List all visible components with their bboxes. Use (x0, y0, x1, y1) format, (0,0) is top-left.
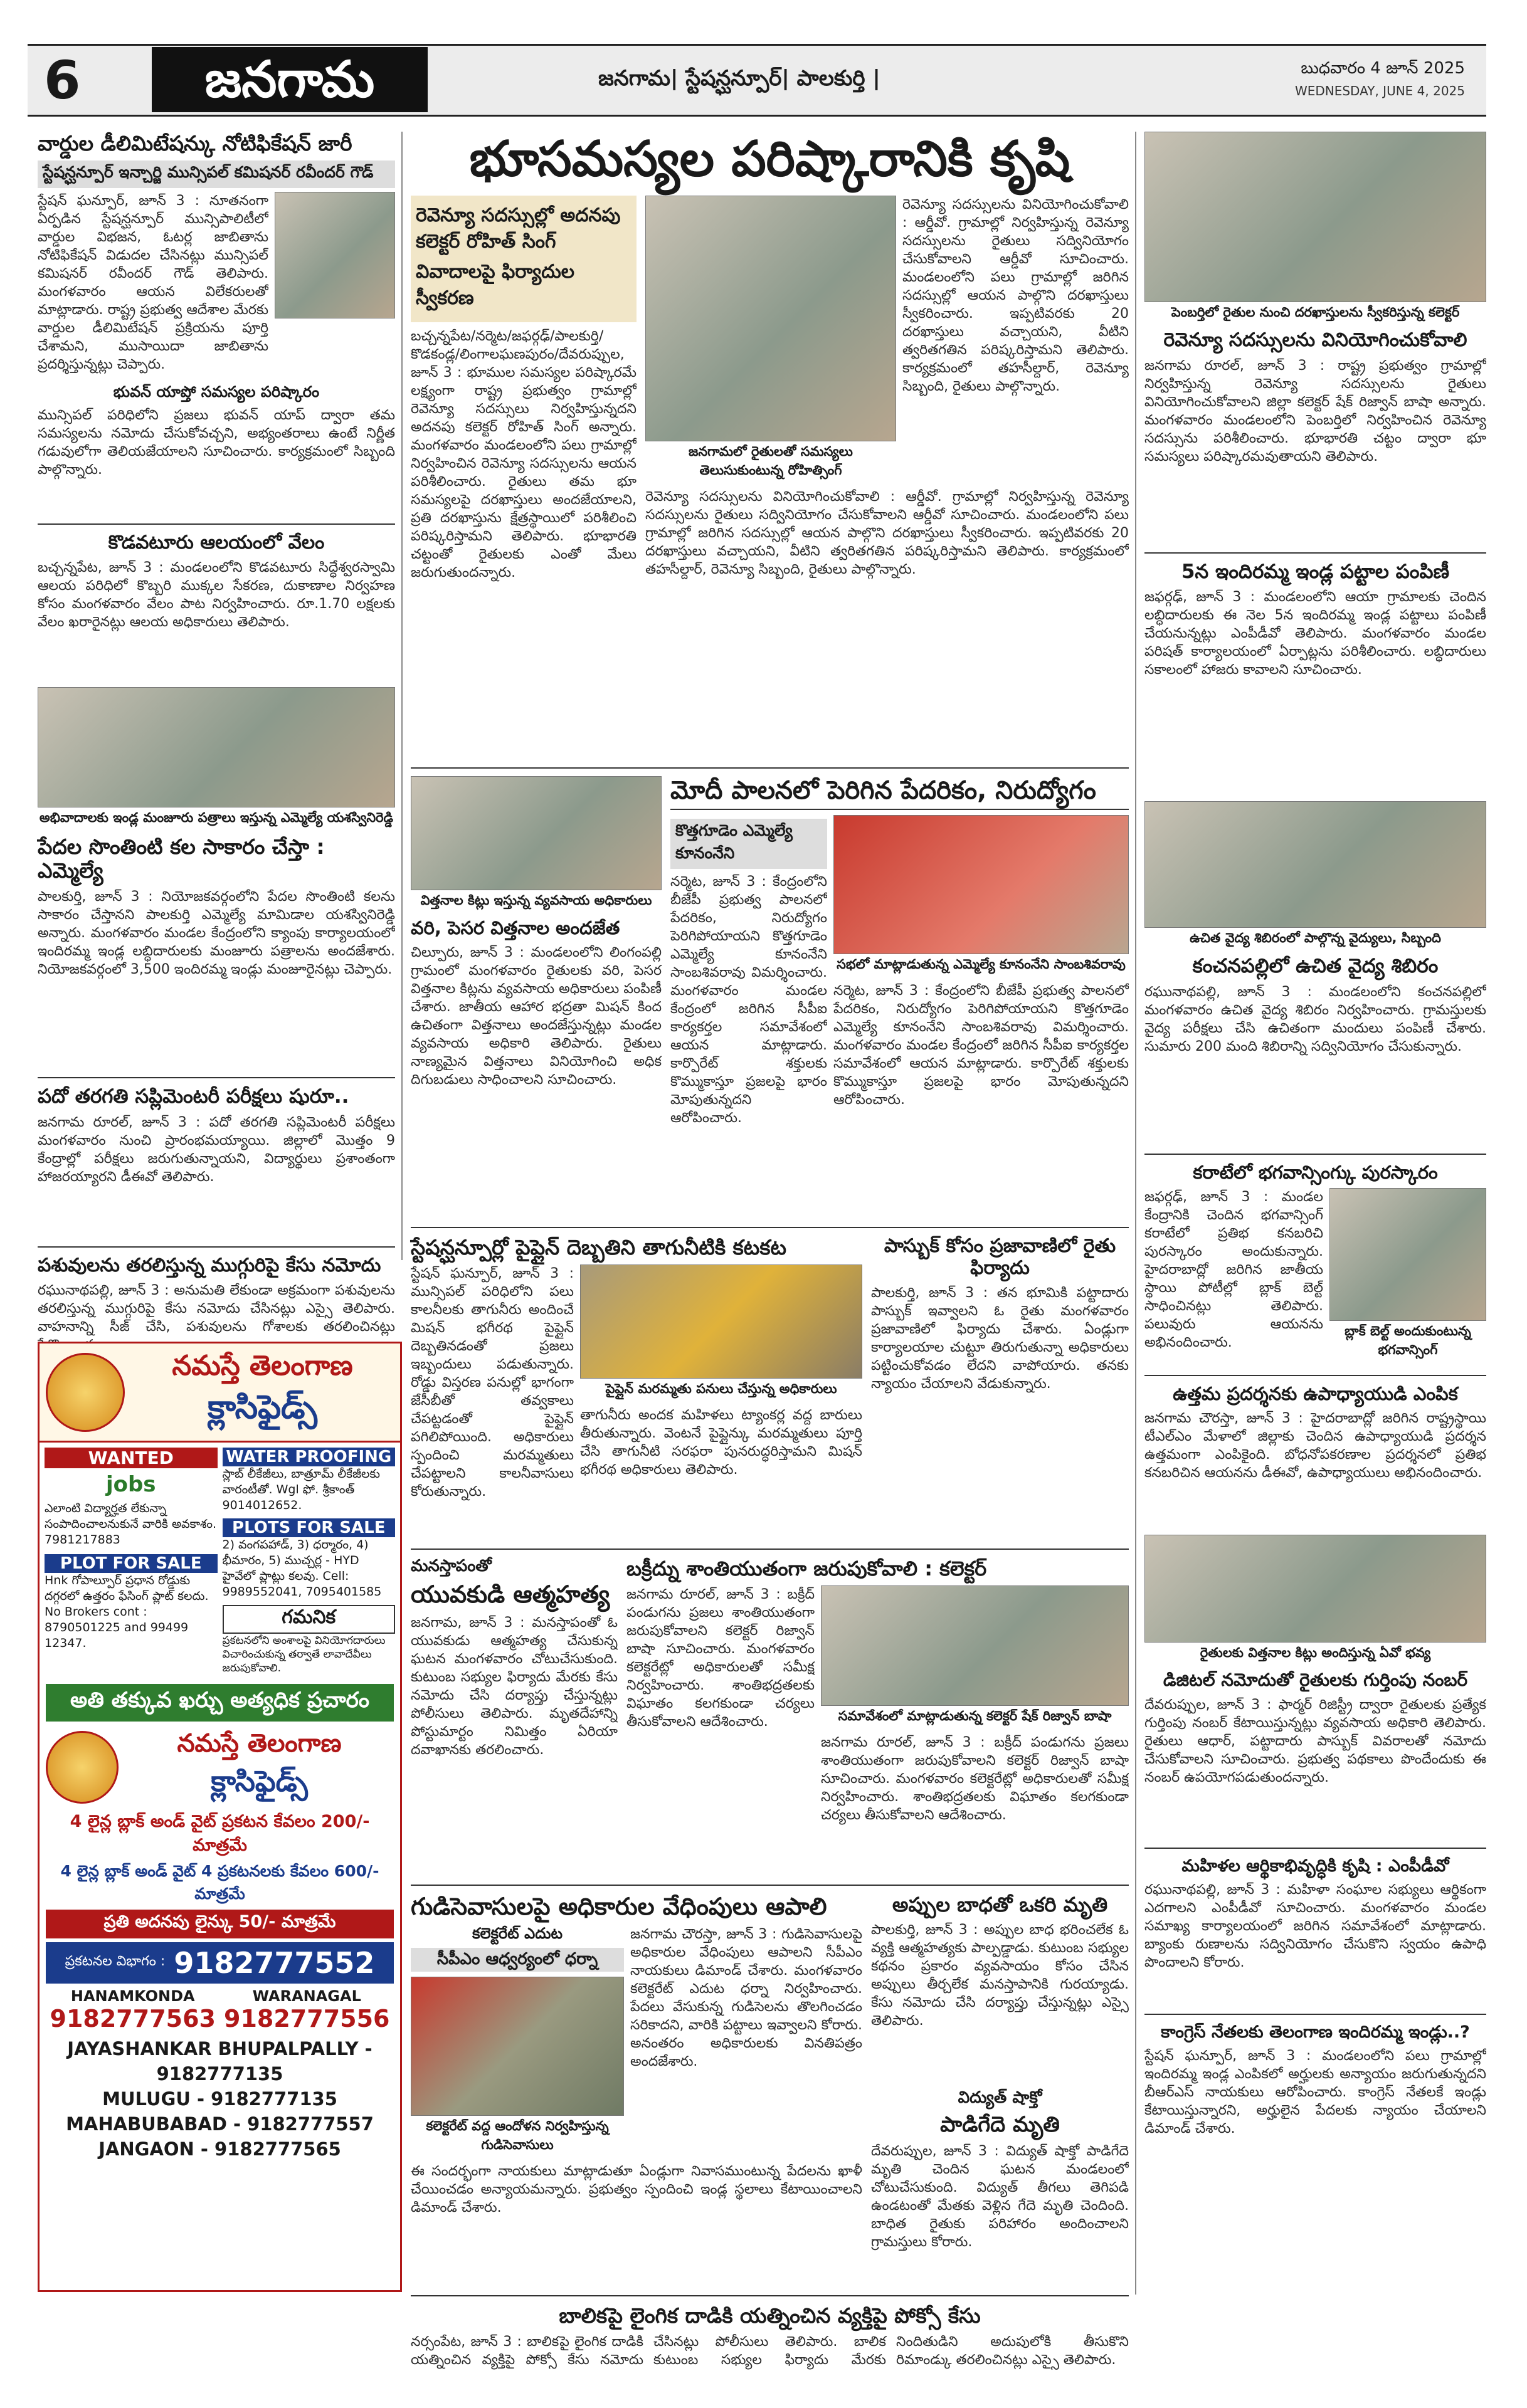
subhead: స్టేషన్ఘన్పూర్ ఇన్చార్జి మున్సిపల్ కమిషనర్ రవీందర్ గౌడ్ (38, 160, 395, 188)
wanted-head: WANTED (45, 1448, 218, 1468)
ad-title: క్లాసిఫైడ్స్ (211, 1764, 308, 1798)
kicker: విద్యుత్ షాక్తో (958, 2088, 1042, 2108)
district-phone: JAYASHANKAR BHUPALPALLY - 9182777135 (67, 2038, 373, 2085)
contact-phone: 9182777552 (174, 1946, 375, 1980)
headline: డిజిటల్ నమోదుతో రైతులకు గుర్తింపు నంబర్ (1163, 1669, 1468, 1691)
plots-text: 2) వంగపహాడ్, 3) ధర్మారం, 4) భీమారం, 5) ముచ్చర్ల - HYD హైవేలో ప్లాట్లు కలవు. Cell: 9989552041, 7095401585 (222, 1538, 382, 1599)
photo-caption: జనగామలో రైతులతో సమస్యలు తెలుసుకుంటున్న రోహిత్సింగ్ (689, 443, 853, 478)
article-body: జనగామ రూరల్, జూన్ 3 : బక్రీద్ పండుగను ప్రజలు శాంతియుతంగా జరుపుకోవాలని కలెక్టర్ రిజ్వాన్ బాషా సూచించారు. మంగళవారం కలెక్టరేట్లో అధికారులతో సమీక్ష నిర్వహించారు. శాంతిభద్రతలకు విఘాతం కలగకుండా చర్యలు తీసుకోవాలని ఆదేశించారు. (821, 1734, 1129, 1823)
news-photo (38, 687, 395, 807)
headline: వరి, పెసర విత్తనాల అందజేత (411, 917, 620, 938)
city-label: HANAMKONDA (70, 1987, 195, 2005)
article-body: జనగామ రూరల్, జూన్ 3 : పదో తరగతి సప్లిమెంటరీ పరీక్షలు మంగళవారం నుంచి ప్రారంభమయ్యాయి. జిల్లాలో మొత్తం 9 కేంద్రాల్లో పరీక్షలు జరుగుతున్నాయని, విద్యార్థులు ప్రశాంతంగా హాజరయ్యారని డీఈవో తెలిపారు. (38, 1114, 395, 1185)
headline: యువకుడి ఆత్మహత్య (411, 1580, 610, 1608)
headline: వార్డుల డీలిమిటేషన్కు నోటిఫికేషన్ జారీ (38, 131, 352, 155)
article-body: స్టేషన్ ఘన్పూర్, జూన్ 3 : నూతనంగా ఏర్పడిన స్టేషన్ఘన్పూర్ మున్సిపాలిటీలో వార్డుల విభజన, ఓటర్ల జాబితాను నోటిఫికేషన్ విడుదల చేసినట్లు మున్సిపల్ కమిషనర్ రవీందర్ గౌడ్ తెలిపారు. మంగళవారం ఆయన విలేకరులతో మాట్లాడారు. రాష్ట్ర ప్రభుత్వ ఆదేశాల మేరకు వార్డుల డీలిమిటేషన్ ప్రక్రియను పూర్తి చేశామని, ముసాయిదా జాబితాను ప్రదర్శిస్తున్నట్లు చెప్పారు. (38, 192, 268, 372)
left-column (38, 132, 395, 1407)
article-body: దేవరుప్పుల, జూన్ 3 : విద్యుత్ షాక్తో పాడిగేదె మృతి చెందిన ఘటన మండలంలో చోటుచేసుకుంది. విద్యుత్ తీగలు తెగిపడి ఉండటంతో మేతకు వెళ్లిన గేదె మృతి చెందింది. బాధిత రైతుకు పరిహారం అందించాలని గ్రామస్తులు కోరారు. (871, 2143, 1129, 2251)
promo-banner: అతి తక్కువ ఖర్చు అత్యధిక ప్రచారం (46, 1684, 394, 1722)
headline: బాలికపై లైంగిక దాడికి యత్నించిన వ్యక్తిపై పోక్సో కేసు (559, 2303, 981, 2328)
article-body: జఫర్గఢ్, జూన్ 3 : మండలంలోని ఆయా గ్రామాలకు చెందిన లబ్ధిదారులకు ఈ నెల 5న ఇందిరమ్మ ఇండ్ల పట్టాలు పంపిణీ చేయనున్నట్లు ఎంపీడీవో తెలిపారు. మంగళవారం మండల పరిషత్ కార్యాలయంలో ఏర్పాట్లను పరిశీలించారు. లబ్ధిదారులు సకాలంలో హాజరు కావాలని సూచించారు. (1144, 589, 1486, 678)
headline: స్టేషన్ఘన్పూర్లో పైప్లైన్ దెబ్బతిని తాగునీటికి కటకట (411, 1235, 786, 1260)
article-body: రెవెన్యూ సదస్సులను వినియోగించుకోవాలి : ఆర్డీవో. గ్రామాల్లో నిర్వహిస్తున్న రెవెన్యూ సదస్సులను రైతులు సద్వినియోగం చేసుకోవాలని ఆర్డీవో సూచించారు. మండలంలోని పలు గ్రామాల్లో జరిగిన సదస్సుల్లో ఆయన పాల్గొని దరఖాస్తులు స్వీకరించారు. ఇప్పటివరకు 20 దరఖాస్తులు వచ్చాయని, వీటిని త్వరితగతిన పరిష్కరిస్తామని తెలిపారు. కార్యక్రమంలో తహసీల్దార్, రెవెన్యూ సిబ్బంది, రైతులు పాల్గొన్నారు. (645, 488, 1129, 577)
ad-brand: నమస్తే తెలంగాణ (172, 1350, 353, 1382)
photo-caption: ఉచిత వైద్య శిబిరంలో పాల్గొన్న వైద్యులు, సిబ్బంది (1190, 930, 1441, 946)
masthead-date (1295, 57, 1465, 102)
headline: కాంగ్రెస్ నేతలకు తెలంగాణ ఇందిరమ్మ ఇండ్లు..? (1161, 2022, 1470, 2042)
headline: పదో తరగతి సప్లిమెంటరీ పరీక్షలు షురూ.. (38, 1085, 349, 1108)
jobs-logo: jobs (105, 1472, 156, 1497)
article-body: బచ్చన్నపేట/నర్మెట/జఫర్గఢ్/పాలకుర్తి/కొడకండ్ల/లింగాలఘణపురం/దేవరుప్పుల, జూన్ 3 : భూముల సమస్యల పరిష్కారమే లక్ష్యంగా రాష్ట్ర ప్రభుత్వం గ్రామాల్లో రెవెన్యూ సదస్సులు నిర్వహిస్తున్నదని అదనపు కలెక్టర్ రోహిత్ సింగ్ అన్నారు. మంగళవారం మండలంలోని పలు గ్రామాల్లో నిర్వహించిన రెవెన్యూ సదస్సులను ఆయన పరిశీలించారు. రైతులు తమ భూ సమస్యలపై దరఖాస్తులు అందజేయాలని, ప్రతి దరఖాస్తును క్షేత్రస్థాయిలో పరిశీలించి పరిష్కరిస్తామని తెలిపారు. భూభారతి చట్టంతో రైతులకు ఎంతో మేలు జరుగుతుందన్నారు. (411, 328, 637, 581)
article-body: స్టేషన్ ఘన్పూర్, జూన్ 3 : మండలంలోని పలు గ్రామాల్లో ఇందిరమ్మ ఇండ్ల ఎంపికలో అర్హులకు అన్యాయం జరుగుతున్నదని బీఆర్ఎస్ నాయకులు ఆరోపించారు. కాంగ్రెస్ నేతలకే ఇండ్లు కేటాయిస్తున్నారని, అర్హులైన పేదలకు న్యాయం చేయాలని డిమాండ్ చేశారు. (1144, 2048, 1486, 2137)
headline: రెవెన్యూ సదస్సులను వినియోగించుకోవాలి (1163, 329, 1467, 351)
page-number: 6 (44, 50, 81, 111)
article-body: జఫర్గఢ్, జూన్ 3 : మండల కేంద్రానికి చెందిన భగవాన్సింగ్ కరాటేలో ప్రతిభ కనబరిచి పురస్కారం అందుకున్నారు. హైదరాబాద్లో జరిగిన జాతీయ స్థాయి పోటీల్లో బ్లాక్ బెల్ట్ సాధించినట్లు తెలిపారు. పలువురు ఆయనను అభినందించారు. (1144, 1189, 1323, 1351)
article-body: జనగామ రూరల్, జూన్ 3 : రాష్ట్ర ప్రభుత్వం గ్రామాల్లో నిర్వహిస్తున్న రెవెన్యూ సదస్సులను రైతులు వినియోగించుకోవాలని జిల్లా కలెక్టర్ షేక్ రిజ్వాన్ బాషా అన్నారు. మంగళవారం మండలంలోని పెంబర్తిలో నిర్వహించిన రెవెన్యూ సదస్సును పరిశీలించారు. భూభారతి చట్టం ద్వారా భూ సమస్యలు పరిష్కారమవుతాయని తెలిపారు. (1144, 357, 1486, 465)
city-label: WARANAGAL (252, 1987, 361, 2005)
photo-caption: కలెక్టరేట్ వద్ద ఆందోళన నిర్వహిస్తున్న గుడిసెవాసులు (426, 2118, 609, 2152)
date-telugu: బుధవారం 4 జూన్ 2025 (1301, 59, 1465, 78)
water-head: WATER PROOFING (223, 1448, 396, 1466)
city-phone: 9182777556 (224, 2005, 390, 2032)
photo-caption: రైతులకు విత్తనాల కిట్లు అందిస్తున్న ఏవో భవ్య (1200, 1645, 1431, 1661)
news-photo (1144, 1535, 1486, 1643)
offer-line: 4 లైన్ల బ్లాక్ అండ్ వైట్ ప్రకటన కేవలం 200/- మాత్రమే (70, 1812, 370, 1855)
offer-line: 4 లైన్ల బ్లాక్ అండ్ వైట్ 4 ప్రకటనలకు కేవలం 600/- మాత్రమే (60, 1862, 379, 1903)
article-body: జనగామ, జూన్ 3 : మనస్తాపంతో ఓ యువకుడు ఆత్మహత్య చేసుకున్న ఘటన మంగళవారం చోటుచేసుకుంది. కుటుంబ సభ్యుల ఫిర్యాదు మేరకు కేసు నమోదు చేసి దర్యాప్తు చేస్తున్నట్లు పోలీసులు తెలిపారు. మృతదేహాన్ని పోస్టుమార్టం నిమిత్తం ఏరియా దవాఖానకు తరలించారు. (411, 1614, 618, 1758)
headline: బక్రీద్ను శాంతియుతంగా జరుపుకోవాలి : కలెక్టర్ (626, 1557, 987, 1581)
headline: పశువులను తరలిస్తున్న ముగ్గురిపై కేసు నమోదు (38, 1254, 381, 1276)
headline: కరాటేలో భగవాన్సింగ్కు పురస్కారం (1193, 1161, 1438, 1183)
article-body: రఘునాథపల్లి, జూన్ 3 : మహిళా సంఘాల సభ్యులు ఆర్థికంగా ఎదగాలని ఎంపీడీవో సూచించారు. మంగళవారం మండల సమాఖ్య కార్యాలయంలో జరిగిన సమావేశంలో మాట్లాడారు. బ్యాంకు రుణాలను సద్వినియోగం చేసుకొని స్వయం ఉపాధి పొందాలని కోరారు. (1144, 1881, 1486, 1970)
city-phone: 9182777563 (50, 2005, 216, 2032)
logo-emblem (46, 1353, 125, 1432)
kicker: భువన్ యాప్తో సమస్యల పరిష్కారం (113, 382, 320, 401)
news-photo (580, 1264, 862, 1379)
article-body: రఘునాథపల్లి, జూన్ 3 : మండలంలోని కంచనపల్లిలో మంగళవారం ఉచిత వైద్య శిబిరం నిర్వహించారు. గ్రామస్తులకు వైద్య పరీక్షలు చేసి ఉచితంగా మందులు పంపిణీ చేశారు. సుమారు 200 మంది శిబిరాన్ని సద్వినియోగం చేసుకున్నారు. (1144, 984, 1486, 1054)
classifieds-ad (38, 1342, 402, 2292)
district-phone: JANGAON - 9182777565 (98, 2138, 341, 2160)
news-photo (1144, 132, 1486, 302)
plot-head: PLOT FOR SALE (45, 1554, 218, 1573)
water-text: స్లాబ్ లీకేజీలు, బాత్రూమ్ లీకేజీలకు వారంటీతో. Wgl ఫో. శ్రీకాంత్ 9014012652. (222, 1467, 380, 1512)
headline: గుడిసెవాసులపై అధికారుల వేధింపులు ఆపాలి (411, 1892, 827, 1920)
photo-caption: సమావేశంలో మాట్లాడుతున్న కలెక్టర్ షేక్ రిజ్వాన్ బాషా (838, 1708, 1112, 1723)
portrait-photo (275, 192, 395, 318)
news-photo (411, 776, 662, 890)
lead-bullet: రెవెన్యూ సదస్సుల్లో అదనపు కలెక్టర్ రోహిత్ సింగ్ (416, 204, 621, 253)
headline: మోదీ పాలనలో పెరిగిన పేదరికం, నిరుద్యోగం (670, 776, 1129, 810)
photo-caption: పైప్లైన్ మరమ్మతు పనులు చేస్తున్న అధికారులు (605, 1380, 837, 1396)
plot-text: Hnk గోపాల్పూర్ ప్రధాన రోడ్డుకు దగ్గరలో ఉత్తరం ఫేసింగ్ ప్లాట్ కలదు. No Brokers cont : 8790501225 and 99499 12347. (45, 1574, 209, 1650)
news-photo (1144, 801, 1486, 928)
photo-caption: పెంబర్తిలో రైతుల నుంచి దరఖాస్తులను స్వీకరిస్తున్న కలెక్టర్ (1171, 305, 1460, 320)
photo-caption: అభివాదాలకు ఇండ్ల మంజూరు పత్రాలు ఇస్తున్న ఎమ్మెల్యే యశస్వినిరెడ్డి (39, 810, 394, 826)
offer-line: ప్రతి అదనపు లైన్కు 50/- మాత్రమే (46, 1910, 394, 1938)
headline: పేదల సొంతింటి కల సాకారం చేస్తా : ఎమ్మెల్యే (38, 834, 325, 883)
article-body: నర్మెట, జూన్ 3 : కేంద్రంలోని బీజేపీ ప్రభుత్వ పాలనలో పేదరికం, నిరుద్యోగం పెరిగిపోయాయని కొత్తగూడెం ఎమ్మెల్యే కూనంనేని సాంబశివరావు విమర్శించారు. మంగళవారం మండల కేంద్రంలో జరిగిన సీపీఐ కార్యకర్తల సమావేశంలో ఆయన మాట్లాడారు. కార్పొరేట్ శక్తులకు కొమ్ముకాస్తూ ప్రజలపై భారం మోపుతున్నదని ఆరోపించారు. (670, 873, 827, 1126)
article-body: తాగునీరు అందక మహిళలు ట్యాంకర్ల వద్ద బారులు తీరుతున్నారు. వెంటనే పైప్లైన్కు మరమ్మతులు పూర్తి చేసి తాగునీటి సరఫరా పునరుద్ధరిస్తామని మిషన్ భగీరథ అధికారులు తెలిపారు. (580, 1407, 862, 1478)
headline: ఉత్తమ ప్రదర్శనకు ఉపాధ్యాయుడి ఎంపిక (1173, 1383, 1458, 1405)
news-photo (833, 815, 1129, 954)
photo-caption: విత్తనాల కిట్లు ఇస్తున్న వ్యవసాయ అధికారులు (420, 892, 652, 908)
article-body: దేవరుప్పుల, జూన్ 3 : ఫార్మర్ రిజిస్ట్రీ ద్వారా రైతులకు ప్రత్యేక గుర్తింపు నంబర్ కేటాయిస్తున్నట్లు వ్యవసాయ అధికారి తెలిపారు. రైతులు ఆధార్, పట్టాదారు పాస్బుక్ వివరాలతో నమోదు చేసుకోవాలని సూచించారు. ప్రభుత్వ పథకాలు పొందేందుకు ఈ నంబర్ ఉపయోగపడుతుందన్నారు. (1144, 1696, 1486, 1785)
plots-head: PLOTS FOR SALE (223, 1518, 396, 1537)
article-body: పాలకుర్తి, జూన్ 3 : నియోజకవర్గంలోని పేదల సొంతింటి కలను సాకారం చేస్తానని పాలకుర్తి ఎమ్మెల్యే మామిడాల యశస్వినిరెడ్డి అన్నారు. మంగళవారం మండల కేంద్రంలోని క్యాంపు కార్యాలయంలో ఇందిరమ్మ ఇండ్ల లబ్ధిదారులకు మంజూరు పత్రాలను అందజేశారు. నియోజకవర్గంలో 3,500 ఇందిరమ్మ ఇండ్లు మంజూరైనట్లు చెప్పారు. (38, 888, 395, 977)
notice-head: గమనిక (223, 1605, 396, 1634)
ad-title: క్లాసిఫైడ్స్ (208, 1389, 317, 1426)
lead-bullet: వివాదాలపై ఫిర్యాదుల స్వీకరణ (416, 260, 575, 309)
article-body: రఘునాథపల్లి, జూన్ 3 : అనుమతి లేకుండా అక్రమంగా పశువులను తరలిస్తున్న ముగ్గురిపై కేసు నమోదు చేసినట్లు ఎస్సై తెలిపారు. వాహనాన్ని సీజ్ చేసి, పశువులను గోశాలకు తరలించినట్లు (38, 1283, 395, 1335)
photo-caption: బ్లాక్ బెల్ట్ అందుకుంటున్న భగవాన్సింగ్ (1345, 1323, 1471, 1358)
subhead: కొత్తగూడెం ఎమ్మెల్యే కూనంనేని (670, 819, 827, 869)
logo-emblem (46, 1731, 119, 1804)
article-body: రెవెన్యూ సదస్సులను వినియోగించుకోవాలి : ఆర్డీవో. గ్రామాల్లో నిర్వహిస్తున్న రెవెన్యూ సదస్సులను రైతులు సద్వినియోగం చేసుకోవాలని ఆర్డీవో సూచించారు. మండలంలోని పలు గ్రామాల్లో జరిగిన సదస్సుల్లో ఆయన పాల్గొని దరఖాస్తులు స్వీకరించారు. ఇప్పటివరకు 20 దరఖాస్తులు వచ్చాయని, వీటిని త్వరితగతిన పరిష్కరిస్తామని తెలిపారు. కార్యక్రమంలో తహసీల్దార్, రెవెన్యూ సిబ్బంది, రైతులు పాల్గొన్నారు. (902, 196, 1129, 394)
article-body: ఈ సందర్భంగా నాయకులు మాట్లాడుతూ ఏండ్లుగా నివాసముంటున్న పేదలను ఖాళీ చేయించడం అన్యాయమన్నారు. ప్రభుత్వం స్పందించి ఇండ్ల స్థలాలు కేటాయించాలని డిమాండ్ చేశారు. (411, 2163, 862, 2216)
lead-headline: భూసమస్యల పరిష్కారానికి కృషి (469, 131, 1070, 187)
headline: 5న ఇందిరమ్మ ఇండ్ల పట్టాల పంపిణీ (1181, 560, 1450, 583)
center-column (411, 132, 1129, 2408)
headline: కంచనపల్లిలో ఉచిత వైద్య శిబిరం (1192, 955, 1439, 978)
article-body: స్టేషన్ ఘన్పూర్, జూన్ 3 : మున్సిపల్ పరిధిలోని పలు కాలనీలకు తాగునీరు అందించే మిషన్ భగీరథ పైప్లైన్ దెబ్బతినడంతో ప్రజలు ఇబ్బందులు పడుతున్నారు. రోడ్డు విస్తరణ పనుల్లో భాగంగా జేసీబీతో తవ్వకాలు చేపట్టడంతో పైప్లైన్ పగిలిపోయింది. అధికారులు స్పందించి మరమ్మతులు చేపట్టాలని కాలనీవాసులు కోరుతున్నారు. (411, 1265, 574, 1500)
column-divider (401, 132, 403, 1260)
news-photo (1329, 1188, 1486, 1321)
article-body: మున్సిపల్ పరిధిలోని ప్రజలు భువన్ యాప్ ద్వారా తమ సమస్యలను నమోదు చేసుకోవచ్చని, అభ్యంతరాలు ఉంటే నిర్ణీత గడువులోగా తెలియజేయాలని సూచించారు. కార్యక్రమంలో సిబ్బంది పాల్గొన్నారు. (38, 407, 395, 478)
article-body: జనగామ చౌరస్తా, జూన్ 3 : గుడిసెవాసులపై అధికారుల వేధింపులు ఆపాలని సీపీఎం నాయకులు డిమాండ్ చేశారు. మంగళవారం కలెక్టరేట్ ఎదుట ధర్నా నిర్వహించారు. పేదలు వేసుకున్న గుడిసెలను తొలగించడం సరికాదని, వారికి పట్టాలు ఇవ్వాలని కోరారు. అనంతరం అధికారులకు వినతిపత్రం అందజేశారు. (630, 1927, 862, 2070)
photo-caption: సభలో మాట్లాడుతున్న ఎమ్మెల్యే కూనంనేని సాంబశివరావు (837, 956, 1126, 972)
district-phone: MAHABUBABAD - 9182777557 (66, 2113, 374, 2135)
notice-text: ప్రకటనలోని అంశాలపై వినియోగదారులు విచారించుకున్న తర్వాతే లావాదేవీలు జరుపుకోవాలి. (222, 1634, 386, 1675)
district-phone: MULUGU - 9182777135 (102, 2088, 337, 2110)
masthead (28, 44, 1486, 117)
article-body: నర్సంపేట, జూన్ 3 : బాలికపై లైంగిక దాడికి యత్నించిన వ్యక్తిపై పోక్సో కేసు నమోదు చేసినట్లు పోలీసులు తెలిపారు. బాలిక కుటుంబ సభ్యుల ఫిర్యాదు మేరకు నిందితుడిని అదుపులోకి తీసుకొని రిమాండ్కు తరలించినట్లు ఎస్సై తెలిపారు. (411, 2333, 1129, 2368)
article-body: జనగామ చౌరస్తా, జూన్ 3 : హైదరాబాద్లో జరిగిన రాష్ట్రస్థాయి టీఎల్ఎం మేళాలో జిల్లాకు చెందిన ఉపాధ్యాయుడి ప్రదర్శన ఉత్తమంగా ఎంపికైంది. బోధనోపకరణాల ప్రదర్శనలో ప్రతిభ కనబరిచిన ఆయనను డీఈవో, ఉపాధ్యాయులు అభినందించారు. (1144, 1411, 1486, 1481)
district-title: జనగామ (152, 47, 428, 112)
article-body: చిల్పూరు, జూన్ 3 : మండలంలోని లింగంపల్లి గ్రామంలో మంగళవారం రైతులకు వరి, పెసర విత్తనాల కిట్లను వ్యవసాయ అధికారులు పంపిణీ చేశారు. జాతీయ ఆహార భద్రతా మిషన్ కింద ఉచితంగా విత్తనాలు అందజేస్తున్నట్లు మండల వ్యవసాయ అధికారి తెలిపారు. రైతులు నాణ్యమైన విత్తనాలు వినియోగించి అధిక దిగుబడులు సాధించాలని సూచించారు. (411, 945, 662, 1088)
wanted-text: ఎలాంటి విద్యార్హత లేకున్నా సంపాదించాలనుకునే వారికి అవకాశం. 7981217883 (45, 1501, 217, 1547)
article-body: జనగామ రూరల్, జూన్ 3 : బక్రీద్ పండుగను ప్రజలు శాంతియుతంగా జరుపుకోవాలని కలెక్టర్ రిజ్వాన్ బాషా సూచించారు. మంగళవారం కలెక్టరేట్లో అధికారులతో సమీక్ష నిర్వహించారు. శాంతిభద్రతలకు విఘాతం కలగకుండా చర్యలు తీసుకోవాలని ఆదేశించారు. (626, 1586, 815, 1730)
subhead: కలెక్టరేట్ ఎదుట (472, 1925, 563, 1943)
headline: పాస్బుక్ కోసం ప్రజావాణిలో రైతు ఫిర్యాదు (884, 1235, 1116, 1279)
headline: మహిళల ఆర్థికాభివృద్ధికి కృషి : ఎంపీడీవో (1181, 1856, 1449, 1876)
date-english: WEDNESDAY, JUNE 4, 2025 (1294, 83, 1465, 98)
article-body: బచ్చన్నపేట, జూన్ 3 : మండలంలోని కొడవటూరు సిద్ధేశ్వరస్వామి ఆలయ పరిధిలో కొబ్బరి ముక్కల సేకరణ, దుకాణాల నిర్వహణ కోసం మంగళవారం వేలం పాట నిర్వహించారు. రూ.1.70 లక్షలకు వేలం ఖరారైనట్లు ఆలయ అధికారులు తెలిపారు. (38, 560, 395, 631)
right-column (1144, 132, 1486, 2160)
headline: కొడవటూరు ఆలయంలో వేలం (108, 531, 325, 554)
ad-brand: నమస్తే తెలంగాణ (177, 1729, 342, 1758)
contact-label: ప్రకటనల విభాగం : (65, 1953, 166, 1969)
kicker: మనస్తాపంతో (411, 1557, 492, 1576)
article-body: పాలకుర్తి, జూన్ 3 : అప్పుల బాధ భరించలేక ఓ వ్యక్తి ఆత్మహత్యకు పాల్పడ్డాడు. కుటుంబ సభ్యుల కథనం ప్రకారం వ్యవసాయం కోసం చేసిన అప్పులు తీర్చలేక మనస్తాపానికి గురయ్యాడు. కేసు నమోదు చేసి దర్యాప్తు చేస్తున్నట్లు ఎస్సై తెలిపారు. (871, 1922, 1129, 2029)
headline: అప్పుల బాధతో ఒకరి మృతి (892, 1892, 1108, 1916)
subhead: సీపీఎం ఆధ్వర్యంలో ధర్నా (411, 1948, 624, 1972)
news-photo (821, 1585, 1129, 1706)
article-body: నర్మెట, జూన్ 3 : కేంద్రంలోని బీజేపీ ప్రభుత్వ పాలనలో పేదరికం, నిరుద్యోగం పెరిగిపోయాయని కొత్తగూడెం ఎమ్మెల్యే కూనంనేని సాంబశివరావు విమర్శించారు. మంగళవారం మండల కేంద్రంలో జరిగిన సీపీఐ కార్యకర్తల సమావేశంలో ఆయన మాట్లాడారు. కార్పొరేట్ శక్తులకు కొమ్ముకాస్తూ ప్రజలపై భారం మోపుతున్నదని ఆరోపించారు. (833, 982, 1129, 1108)
article-body: పాలకుర్తి, జూన్ 3 : తన భూమికి పట్టాదారు పాస్బుక్ ఇవ్వాలని ఓ రైతు మంగళవారం ప్రజావాణిలో ఫిర్యాదు చేశారు. ఏండ్లుగా కార్యాలయాల చుట్టూ తిరుగుతున్నా అధికారులు పట్టించుకోవడం లేదని వాపోయారు. తనకు న్యాయం చేయాలని వేడుకున్నారు. (871, 1285, 1129, 1392)
news-photo (411, 1977, 624, 2116)
column-divider (1135, 132, 1136, 2295)
headline: పాడిగేదె మృతి (940, 2112, 1060, 2138)
masthead-subtitle: జనగామ| స్టేషన్ఘన్పూర్| పాలకుర్తి | (598, 66, 880, 91)
lead-photo (645, 196, 896, 441)
